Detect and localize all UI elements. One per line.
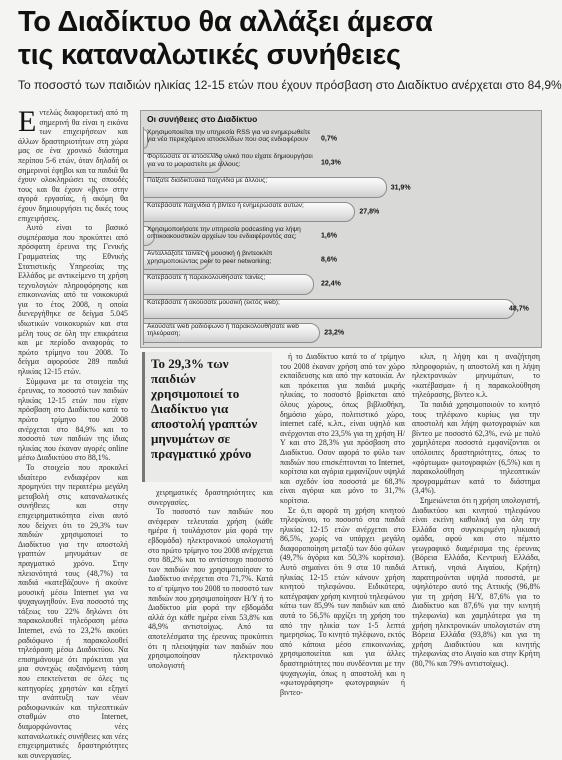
chart-value-label: 31,9% — [390, 184, 411, 192]
chart-row — [141, 225, 541, 247]
paragraph: χειρηματικές δραστηριότητες και συνεργασίες. — [148, 488, 273, 507]
paragraph: Τα παιδιά χρησιμοποιούν το κινητό τους τηλέφωνο κυρίως για την αποστολή και λήψη φωτογραφιών και βίντεο με ποσοστό 62,3%, ενώ με πολύ χαμηλότερα ποσοστά εμφανίζονται οι υπόλοιπες δραστηριότητες, όπως το «φόρτωμα» φωτογραφιών (6,5%) και η παρακολούθηση τηλεοπτικών προγραμμάτων κατά το διάστημα (3,4%). — [412, 399, 540, 496]
chart-value-label: 22,4% — [321, 280, 341, 288]
chart-row — [141, 128, 541, 150]
chart-row — [141, 249, 541, 271]
chart-value-label: 10,3% — [321, 159, 341, 167]
chart-value-label: 8,6% — [321, 256, 337, 264]
chart-row — [141, 176, 541, 198]
chart-row — [141, 298, 541, 320]
chart-category-label: Χρησιμοποιείται την υπηρεσία RSS για να ενημερωθείτε για νέο περιεχόμενο ιστοσελίδων που σας ενδιαφέρουν — [147, 129, 311, 144]
article-column-4 — [412, 352, 540, 670]
headline-line-1: Το Διαδίκτυο θα αλλάξει άμεσα — [18, 6, 433, 38]
habits-bar-chart — [140, 110, 542, 348]
paragraph: Σύμφωνα με τα στοιχεία της έρευνας, το ποσοστό των παιδιών ηλικίας 12-15 ετών που είχαν πρόσβαση στο Διαδίκτυο κατά το πρώτο τρίμηνο του 2008 ανέρχεται στο 84,9% και το ποσοστό των παιδιών της ίδιας ηλικίας που έκαναν αγορές online μέσω Διαδικτύου στο 88,1%. — [18, 376, 128, 463]
chart-category-label: Κατεβάσατε ή ακούσατε μουσική (εκτός web); — [147, 298, 280, 306]
chart-category-label: Παίξατε διαδικτυακά παιχνίδια με άλλους; — [147, 177, 268, 185]
headline-line-2: τις καταναλωτικές συνήθειες — [18, 39, 401, 71]
chart-value-label: 23,2% — [324, 329, 345, 337]
paragraph: Σε ό,τι αφορά τη χρήση κινητού τηλεφώνου, το ποσοστό στα παιδιά ηλικίας 12-15 ετών ανέρχεται στο 86,5%, χωρίς να υπάρχει μεγάλη διαφοροποίηση μεταξύ των δύο φύλων (49,7% άγόρια και 50,3% κορίτσια). Αυτό σημαίνει ότι 9 στα 10 παιδιά ηλικίας 12-15 ετών κάνουν χρήση κινητού τηλεφώνου. Ειδικότερα, κατέγραψαν χρήση κινητού τηλεφώνου κάτω των 85,9% των παιδιών και από αυτά το 56,5% αρχίζει τη χρήση του από την ηλικία των 1-5 λεπτά ημερησίως. Το κινητό τηλέφωνο, εκτός από κάποια μέσο επικοινωνίας, χρησιμοποιείται και για άλλες δραστηριότητες που συνδέονται με την ψυχαγωγία, όπως η αποστολή και η «φωτογράφηση» φωτογραφιών ή βιντεο- — [280, 505, 406, 697]
article-column-1 — [18, 105, 128, 760]
chart-row — [141, 322, 541, 344]
chart-value-label: 1,6% — [321, 232, 337, 240]
paragraph: ή το Διαδίκτυο κατά το α' τρίμηνο του 2008 έκαναν χρήση από τον χώρο εκπαίδευσης και από την κατοικία. Αν και πρόκειται για παιδιά μικρής ηλικίας, το ποσοστό βρίσκεται από όλους χώρους, όπως βιβλιοθήκη, δημόσιο χώρο, πολιτιστικό χώρο, internet café, κ.λπ., είναι υψηλό και ανέρχονται στο 23,5% για τη χρήση Η/Υ και στο 28,3% για πρόσβαση στο Διαδίκτυο. Οσον αφορά το φύλο των παιδιών που επισκέπτονται το Internet, κορίτσια και αγόρια εμφανίζουν υψηλά και σχεδόν ίσα ποσοστά με 68,3% είναι αγόρια και μόνο το 31,7% κορίτσια. — [280, 352, 405, 505]
paragraph: Το ποσοστό των παιδιών που ανέφεραν τελευταία χρήση (κάθε ημέρα ή τουλάχιστον μία φορά την εβδομάδα) ηλεκτρονικού υπολογιστή στο πρώτο τρίμηνο του 2008 ανέρχεται στο 88,2% και το αντίστοιχο ποσοστό των παιδιών που χρησιμοποίησαν το Διαδίκτυο ανέρχεται στο 71,7%. Κατά το α' τρίμηνο του 2008 το ποσοστό των παιδιών που χρησιμοποίησαν Η/Υ ή το Διαδίκτυο μία φορά την εβδομάδα αλλά όχι κάθε ημέρα είναι 53,8% και 48,9% αντιστοίχως. Από τα αποτελέσματα της έρευνας προκύπτει ότι η πλειοψηφία των παιδιών που χρησιμοποίησαν ηλεκτρονικό υπολογιστή — [148, 507, 273, 670]
chart-category-label: Ακούσατε web ραδιόφωνο ή παρακολουθήσατε web τηλεόραση; — [147, 322, 299, 338]
chart-row — [141, 201, 541, 223]
chart-category-label: Φορτώσατε σε ιστοσελίδα υλικό που είχατε δημιουργήσει για να το μοιραστείτε με άλλους: — [147, 153, 313, 168]
subheadline: Το ποσοστό των παιδιών ηλικίας 12-15 ετών που έχουν πρόσβαση στο Διαδίκτυο ανέρχεται στο 84,9% — [18, 78, 562, 92]
pull-quote: Το 29,3% των παιδιών χρησιμοποιεί το Διαδίκτυο για αποστολή γραπτών μηνυμάτων σε πραγματικό χρόνο — [142, 352, 272, 482]
paragraph: ντελώς διαφορετική από τη σημερινή θα είναι η εικόνα των επιχειρήσεων και άλλων δραστηριοτήτων στη χώρα μας σε ένα χρονικό διάστημα περίπου 5-6 ετών, όταν δηλαδή οι σημερινοί έφηβοι και τα παιδιά θα έχουν ολοκληρώσει τις σπουδές τους και θα έχουν «βγει» στην αγορά εργασίας, ή ακόμη θα έχουν δημιουργήσει τις δικές τους επιχειρήσεις. — [18, 108, 128, 223]
paragraph: κλιπ, η λήψη και η αναζήτηση πληροφοριών, η αποστολή και η λήψη ηλεκτρονικών μηνυμάτων, το «κατέβασμα» ή η παρακολούθηση τηλεόρασης, βίντεο κ.λ. — [412, 352, 540, 400]
chart-category-label: Κατεβάσατε ή παρακολουθήσατε ταινίες; — [147, 274, 266, 282]
chart-title: Οι συνήθειες στο Διαδίκτυο — [147, 114, 258, 124]
chart-category-label: Χρησιμοποιήσατε την υπηρεσία podcasting για λήψη οπτικοακουστικών αρχείων του ενδιαφέροντός σας; — [147, 225, 301, 241]
chart-value-label: 27,8% — [359, 208, 380, 216]
article-column-2 — [148, 488, 273, 670]
chart-row — [141, 273, 541, 295]
drop-cap: Ε — [18, 105, 37, 138]
paragraph: Το στοιχείο που προκαλεί ιδιαίτερο ενδιαφέρον και προμηνύει την περαιτέρω μεγάλη μεταβολή στις καταναλωτικές συνήθειες και στην επιχειρηματικότητα είναι αυτό που δείχνει ότι το 29,3% των παιδιών χρησιμοποιεί το Διαδίκτυο για την αποστολή γραπτών μηνυμάτων σε πραγματικό χρόνο. Στην πλειονότητά τους (48,7%) τα παιδιά «κατεβάζουν» ή ακούνε μουσική μέσω Internet για να ψυχαγωγηθούν. Ενα ποσοστό της τάξεως του 22% δηλώνει ότι παρακολουθεί τηλεόραση μέσω Internet, ενώ το 23,2% ακούει ραδιόφωνο ή παρακολουθεί τηλεόραση μέσω Διαδικτύου. Να επισημάνουμε ότι πρόκειται για μια συνεχώς αυξανόμενη τάση που επεκτείνεται σε όλες τις κατηγορίες χρηστών και εξηγεί την ανάπτυξη των νέων ραδιοφωνικών και τηλεοπτικών σταθμών στο Internet, διαμορφώνοντας νέες καταναλωτικές συνήθειες και νέες επιχειρηματικές δραστηριότητες και συνεργασίες. — [18, 462, 128, 760]
chart-value-label: 48,7% — [509, 305, 529, 313]
headline — [18, 6, 538, 72]
paragraph: Αυτό είναι το βασικό συμπέρασμα που προκύπτει από πρόσφατη έρευνα της Γενικής Γραμματείας της Εθνικής Στατιστικής Υπηρεσίας της Ελλάδος με αντικείμενο τη χρήση τεχνολογιών πληροφόρησης και επικοινωνίας από τα νοικοκυριά για το έτος 2008, η οποία διενεργήθηκε σε δείγμα 5.045 ιδιωτικών νοικοκυριών και στα μέλη τους σε όλη την επικράτεια και με περίοδο αναφοράς το πρώτο τρίμηνο του 2008. Το δείγμα αφορούσε 289 παιδιά ηλικίας 12-15 ετών. — [18, 223, 128, 377]
chart-category-label: Κατεβάσατε παιχνίδια ή βίντεο ή ενημερώσατε αυτών; — [147, 201, 304, 209]
chart-category-label: Ανταλλάξατε ταινίες ή μουσική ή βιντεοκλίπ χρησιμοποιώντας peer to peer networking; — [147, 250, 273, 265]
article-column-3 — [280, 352, 406, 697]
chart-row — [141, 152, 541, 174]
paragraph: Σημειώνεται ότι η χρήση υπολογιστή, Διαδικτύου και κινητού τηλεφώνου είναι εκείνη καθολική για όλη την Ελλάδα στη συγκεκριμένη ηλικιακή ομάδα, αφού και στο πέμπτο γεωγραφικό διαμέρισμα της έρευνας (Βόρεια Ελλάδα, Κεντρική Ελλάδα, Αττική, νησιά Αιγαίου, Κρήτη) παρατηρούνται υψηλά ποσοστά, με υψηλότερο αυτό της Αττικής (96,8% για τη χρήση Η/Υ, 87,6% για το Διαδίκτυο και 87,6% για την κινητή τηλεφωνία) και χαμηλότερα για τη χρήση ηλεκτρονικών υπολογιστών στη Βόρεια Ελλάδα (93,8%) και για τη χρήση Διαδικτύου και κινητής τηλεφωνίας στο Αιγαίο και στην Κρήτη (80,7% και 79% αντιστοίχως). — [412, 495, 540, 668]
chart-value-label: 0,7% — [321, 135, 337, 143]
